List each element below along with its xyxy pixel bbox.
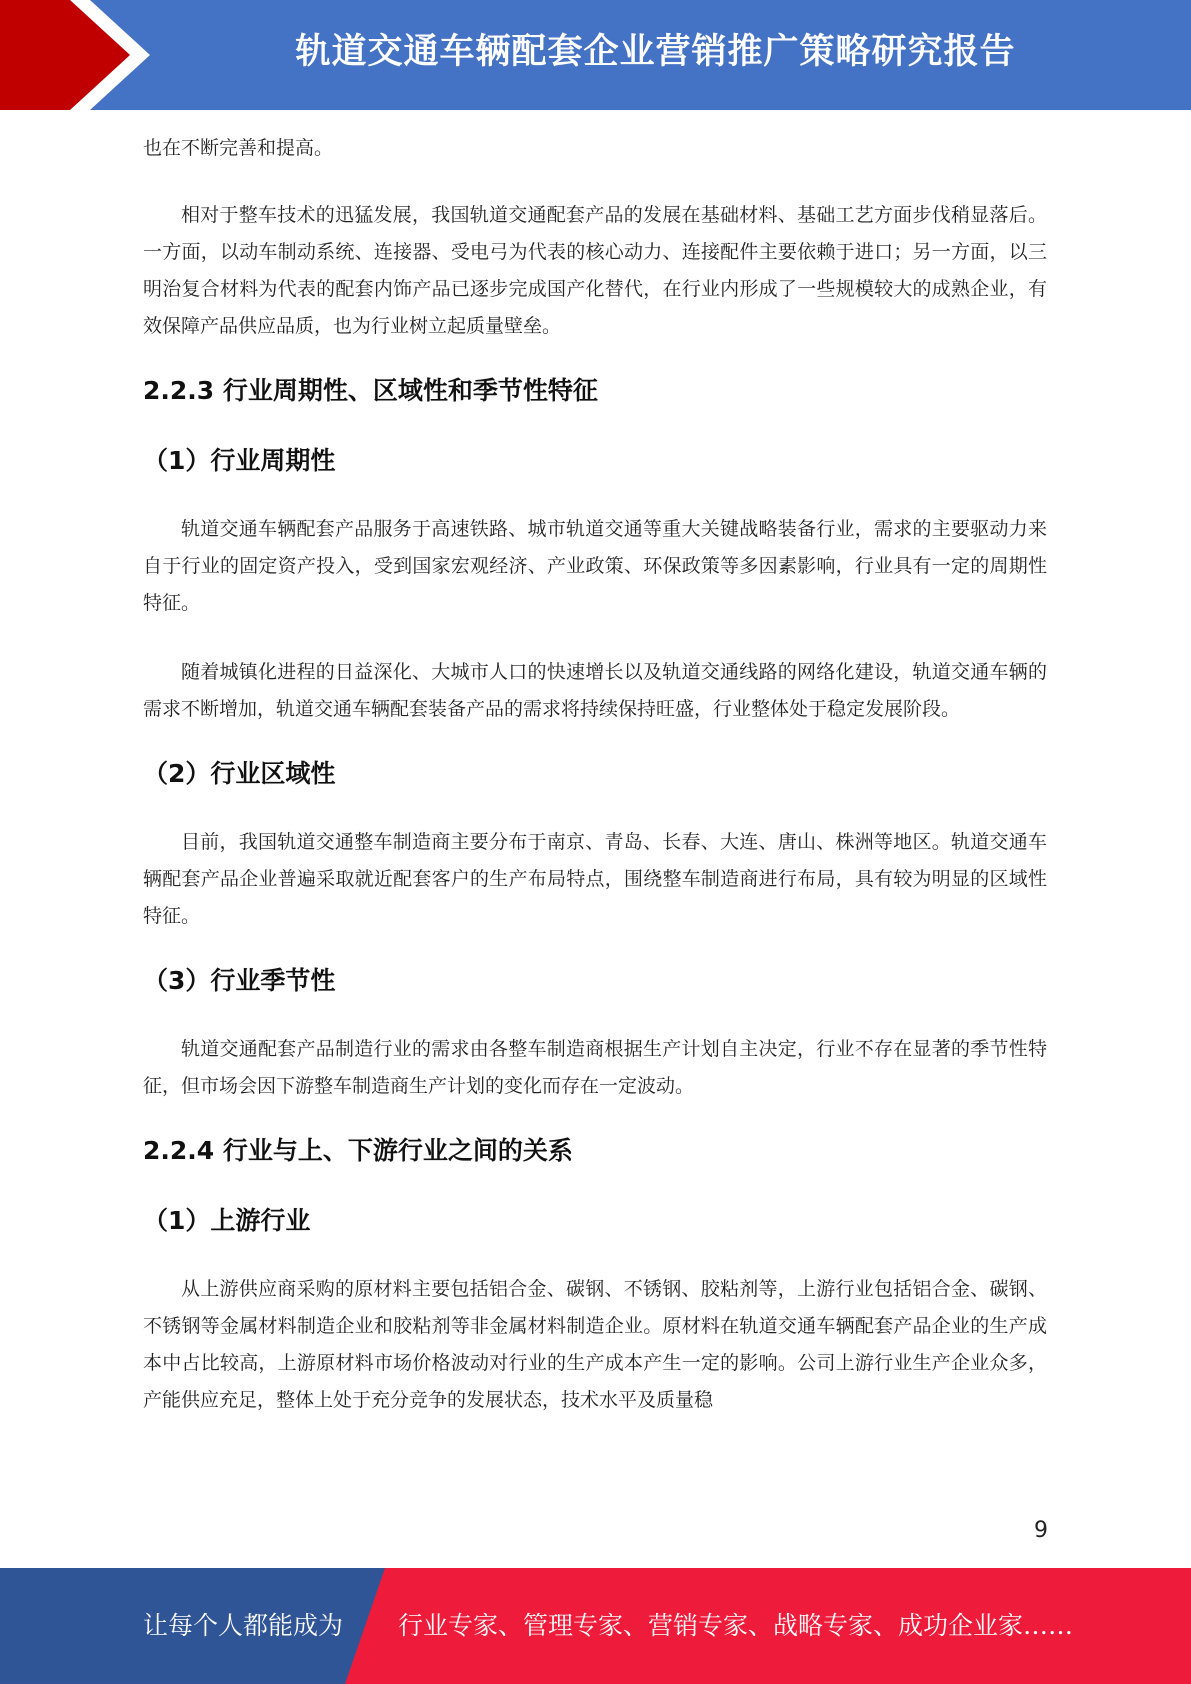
paragraph-cyclicality-2: 随着城镇化进程的日益深化、大城市人口的快速增长以及轨道交通线路的网络化建设，轨道交通车辆的需求不断增加，轨道交通车辆配套装备产品的需求将持续保持旺盛，行业整体处于稳定发展阶段。 — [143, 661, 1047, 720]
subheading-cyclicality: （1）行业周期性 — [143, 446, 336, 475]
report-title: 轨道交通车辆配套企业营销推广策略研究报告 — [295, 32, 1016, 72]
paragraph-seasonality: 轨道交通配套产品制造行业的需求由各整车制造商根据生产计划自主决定，行业不存在显著的季节性特征，但市场会因下游整车制造商生产计划的变化而存在一定波动。 — [143, 1038, 1047, 1097]
subheading-regionality: （2）行业区域性 — [143, 759, 336, 788]
footer-slogan-right: 行业专家、管理专家、营销专家、战略专家、成功企业家…… — [398, 1611, 1074, 1640]
section-heading-2-2-4: 2.2.4 行业与上、下游行业之间的关系 — [143, 1136, 573, 1165]
subheading-seasonality: （3）行业季节性 — [143, 966, 336, 995]
page-header — [0, 0, 1191, 110]
page-footer — [0, 1568, 1191, 1684]
paragraph-cyclicality-1: 轨道交通车辆配套产品服务于高速铁路、城市轨道交通等重大关键战略装备行业，需求的主要驱动力来自于行业的固定资产投入，受到国家宏观经济、产业政策、环保政策等多因素影响，行业具有一定的周期性特征。 — [143, 518, 1047, 614]
subheading-upstream: （1）上游行业 — [143, 1206, 311, 1235]
header-chevron-graphic — [0, 0, 150, 110]
paragraph-regionality: 目前，我国轨道交通整车制造商主要分布于南京、青岛、长春、大连、唐山、株洲等地区。轨道交通车辆配套产品企业普遍采取就近配套客户的生产布局特点，围绕整车制造商进行布局，具有较为明显的区域性特征。 — [143, 831, 1047, 927]
paragraph-technology: 相对于整车技术的迅猛发展，我国轨道交通配套产品的发展在基础材料、基础工艺方面步伐稍显落后。一方面，以动车制动系统、连接器、受电弓为代表的核心动力、连接配件主要依赖于进口；另一方面，以三明治复合材料为代表的配套内饰产品已逐步完成国产化替代，在行业内形成了一些规模较大的成熟企业，有效保障产品供应品质，也为行业树立起质量壁垒。 — [143, 204, 1047, 337]
paragraph-upstream: 从上游供应商采购的原材料主要包括铝合金、碳钢、不锈钢、胶粘剂等，上游行业包括铝合金、碳钢、不锈钢等金属材料制造企业和胶粘剂等非金属材料制造企业。原材料在轨道交通车辆配套产品企业的生产成本中占比较高，上游原材料市场价格波动对行业的生产成本产生一定的影响。公司上游行业生产企业众多，产能供应充足，整体上处于充分竞争的发展状态，技术水平及质量稳 — [143, 1278, 1047, 1411]
page-body — [143, 130, 1047, 1419]
paragraph-continued: 也在不断完善和提高。 — [143, 137, 334, 159]
header-chevron-red — [0, 0, 130, 110]
page-number: 9 — [1034, 1518, 1048, 1543]
section-heading-2-2-3: 2.2.3 行业周期性、区域性和季节性特征 — [143, 376, 598, 405]
footer-slogan-left: 让每个人都能成为 — [143, 1611, 344, 1640]
